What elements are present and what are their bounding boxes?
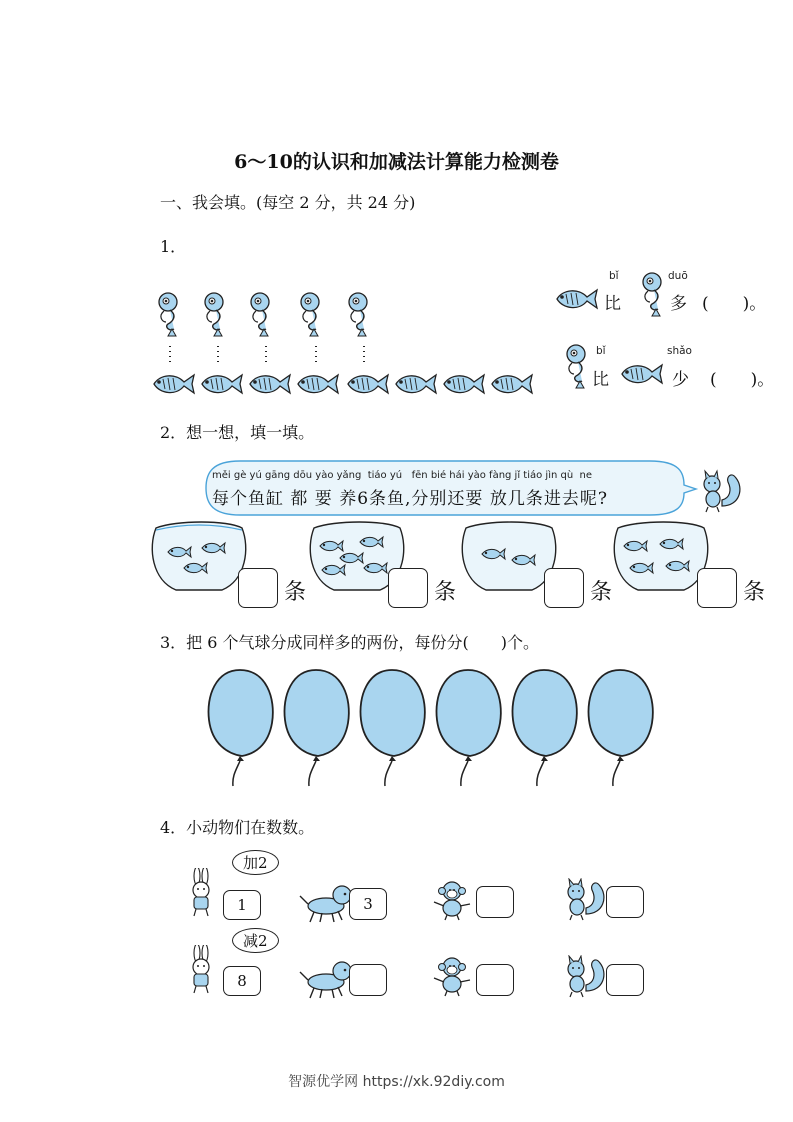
answer-blank-2[interactable]: ( )。 (710, 370, 775, 390)
seahorse-row (159, 293, 367, 336)
balloon (208, 670, 272, 786)
pinyin-bi: bǐ (609, 270, 619, 282)
pinyin-duo: duō (668, 270, 688, 282)
fishbowl (614, 522, 707, 590)
answer-box-bowl-2[interactable] (388, 568, 428, 608)
thought-bubble-add: 加2 (232, 850, 279, 875)
dog-icon (298, 958, 354, 1000)
seahorse-icon (636, 272, 668, 318)
pinyin-shao: shǎo (667, 345, 692, 357)
answer-box-bowl-1[interactable] (238, 568, 278, 608)
monkey-icon (430, 880, 474, 922)
answer-box-monkey[interactable] (476, 886, 514, 918)
count-box-rabbit: 8 (223, 966, 261, 996)
count-box-dog: 3 (349, 888, 387, 920)
char-bi: 比 (592, 370, 609, 390)
balloons (204, 666, 664, 790)
pinyin-bi: bǐ (596, 345, 606, 357)
dog-icon (298, 882, 354, 924)
q2-pinyin: měi gè yú gāng dōu yào yǎng tiáo yú fēn bié hái yào fàng jǐ tiáo jìn qù ne (212, 470, 593, 481)
squirrel-icon (694, 468, 742, 514)
char-duo: 多 (670, 294, 687, 314)
fish-icon (553, 283, 599, 313)
balloon (284, 670, 348, 786)
answer-blank-1[interactable]: ( )。 (702, 294, 767, 314)
balloon (588, 670, 652, 786)
q2-title: 2．想一想，填一填。 (160, 423, 315, 442)
answer-box-bowl-3[interactable] (544, 568, 584, 608)
balloon (360, 670, 424, 786)
section-heading: 一、我会填。(每空 2 分，共 24 分) (160, 193, 416, 212)
unit-label: 条 (590, 580, 613, 605)
unit-label: 条 (434, 580, 457, 605)
monkey-icon (430, 956, 474, 998)
matching-dots (170, 346, 364, 366)
thought-bubble-subtract: 减2 (232, 928, 279, 953)
q4-title: 4．小动物们在数数。 (160, 818, 315, 837)
unit-label: 条 (284, 580, 307, 605)
char-bi: 比 (604, 294, 621, 314)
balloon (512, 670, 576, 786)
q1-number: 1． (160, 237, 187, 256)
page-title: 6～10的认识和加减法计算能力检测卷 (234, 151, 559, 173)
char-shao: 少 (672, 370, 689, 390)
q2-sentence: 每个鱼缸 都 要 养6条鱼,分别还要 放几条进去呢? (212, 489, 608, 509)
rabbit-icon (184, 868, 220, 918)
squirrel-icon (558, 955, 606, 999)
answer-box-squirrel[interactable] (606, 964, 644, 996)
answer-box-bowl-4[interactable] (697, 568, 737, 608)
fishbowl (462, 522, 555, 590)
q3-text: 3．把 6 个气球分成同样多的两份，每份分( )个。 (160, 633, 540, 652)
q1-fish-illustration (148, 290, 538, 402)
footer-watermark: 智源优学网 https://xk.92diy.com (288, 1074, 505, 1090)
answer-box-dog[interactable] (349, 964, 387, 996)
answer-box-monkey[interactable] (476, 964, 514, 996)
fishbowl (152, 522, 245, 590)
squirrel-icon (558, 878, 606, 922)
rabbit-icon (184, 945, 220, 995)
fish-row (154, 375, 532, 393)
balloon (436, 670, 500, 786)
seahorse-icon (560, 344, 592, 390)
count-box-rabbit: 1 (223, 890, 261, 920)
unit-label: 条 (743, 580, 766, 605)
answer-box-squirrel[interactable] (606, 886, 644, 918)
fish-icon (618, 358, 664, 388)
